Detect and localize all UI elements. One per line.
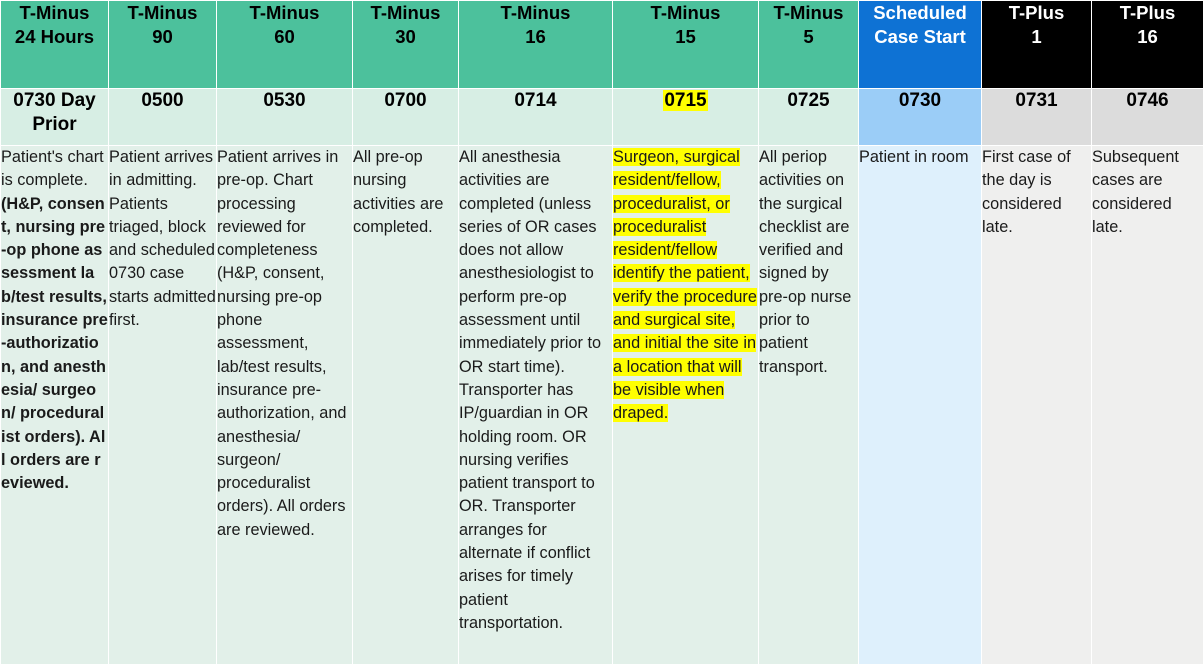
time-value: 0730 Day Prior: [13, 90, 96, 135]
time-cell-t-minus-30: [353, 89, 459, 146]
body-cell-t-minus-16: [459, 146, 613, 665]
column-header-line1: T-Minus: [370, 2, 441, 23]
column-header-t-minus-15: [613, 1, 759, 89]
time-cell-t-minus-60: [217, 89, 353, 146]
time-cell-t-plus-16: [1092, 89, 1203, 146]
body-text-plain: Patient's chart is complete.: [1, 148, 104, 190]
column-header-line2: 24 Hours: [14, 25, 95, 47]
time-cell-t-minus-15: [613, 89, 759, 146]
body-text-bold: (H&P, consent, nursing pre-op phone assessment lab/test results, insurance pre-authorization, and anesthesia/ surgeon/ proceduralist orders). All orders are reviewed.: [1, 194, 108, 493]
body-text: First case of the day is considered late.: [982, 148, 1071, 236]
body-cell-t-minus-30: [353, 146, 459, 665]
column-header-line1: T-Minus: [249, 2, 320, 23]
time-cell-t-minus-90: [109, 89, 217, 146]
table-header-row: [1, 1, 1203, 89]
body-cell-t-minus-90: [109, 146, 217, 665]
column-header-line1: T-Minus: [500, 2, 571, 23]
time-value: 0731: [1015, 90, 1058, 111]
column-header-line2: 5: [803, 25, 814, 47]
column-header-line1: T-Plus: [1119, 2, 1176, 23]
time-value: 0700: [384, 90, 427, 111]
time-cell-t-minus-16: [459, 89, 613, 146]
column-header-t-plus-16: [1092, 1, 1203, 89]
body-text: Surgeon, surgical resident/fellow, proceduralist, or proceduralist resident/fellow identify the patient, verify the procedure and surgical site, and initial the site in a location that will be visible when draped.: [613, 148, 757, 423]
time-value: 0725: [787, 90, 830, 111]
body-text: All anesthesia activities are completed (unless series of OR cases does not allow anesthesiologist to perform pre-op assessment until immediately prior to OR start time). Transporter has IP/guardian in OR holding room. OR nursing verifies patient transport to OR. Transporter arranges for alternate if conflict arises for timely patient transportation.: [459, 148, 602, 632]
column-header-line1: T-Minus: [127, 2, 198, 23]
column-header-t-minus-90: [109, 1, 217, 89]
body-cell-t-minus-15: [613, 146, 759, 665]
body-text: Patient in room: [859, 148, 969, 166]
time-cell-t-minus-5: [759, 89, 859, 146]
time-cell-scheduled-case-start: [859, 89, 982, 146]
column-header-line1: Scheduled: [873, 2, 967, 23]
column-header-line2: 16: [1137, 25, 1158, 47]
time-cell-t-minus-24-hours: [1, 89, 109, 146]
column-header-line2: 30: [395, 25, 416, 47]
body-cell-t-minus-5: [759, 146, 859, 665]
column-header-t-minus-30: [353, 1, 459, 89]
column-header-t-minus-60: [217, 1, 353, 89]
time-value: 0715: [664, 90, 707, 111]
column-header-t-minus-5: [759, 1, 859, 89]
body-cell-t-minus-60: [217, 146, 353, 665]
column-header-t-plus-1: [982, 1, 1092, 89]
time-value: 0530: [263, 90, 306, 111]
time-value: 0714: [514, 90, 557, 111]
body-cell-t-plus-16: [1092, 146, 1203, 665]
time-value: 0500: [141, 90, 184, 111]
body-text: Patient arrives in admitting. Patients triaged, block and scheduled 0730 case starts admitted first.: [109, 148, 216, 330]
column-header-line1: T-Minus: [773, 2, 844, 23]
column-header-line1: T-Minus: [19, 2, 90, 23]
body-cell-t-minus-24-hours: [1, 146, 109, 665]
body-cell-scheduled-case-start: [859, 146, 982, 665]
table-time-row: [1, 89, 1203, 146]
column-header-line2: 90: [152, 25, 173, 47]
body-text: Patient arrives in pre-op. Chart processing reviewed for completeness (H&P, consent, nursing pre-op phone assessment, lab/test results, insurance pre-authorization, and anesthesia/ surgeon/ proceduralist orders). All orders are reviewed.: [217, 148, 347, 539]
time-value: 0730: [898, 90, 942, 111]
column-header-line2: 60: [274, 25, 295, 47]
body-text: All periop activities on the surgical checklist are verified and signed by pre-op nurse prior to patient transport.: [759, 148, 852, 376]
body-text: Subsequent cases are considered late.: [1092, 148, 1179, 236]
column-header-line2: 15: [675, 25, 696, 47]
column-header-line1: T-Plus: [1008, 2, 1065, 23]
column-header-line1: T-Minus: [650, 2, 721, 23]
column-header-line2: 1: [1031, 25, 1042, 47]
column-header-line2: Case Start: [874, 25, 966, 47]
body-cell-t-plus-1: [982, 146, 1092, 665]
table-body-row: [1, 146, 1203, 665]
body-text: All pre-op nursing activities are completed.: [353, 148, 444, 236]
column-header-t-minus-24-hours: [1, 1, 109, 89]
time-cell-t-plus-1: [982, 89, 1092, 146]
column-header-line2: 16: [525, 25, 546, 47]
column-header-scheduled-case-start: [859, 1, 982, 89]
column-header-t-minus-16: [459, 1, 613, 89]
time-value: 0746: [1126, 90, 1169, 111]
